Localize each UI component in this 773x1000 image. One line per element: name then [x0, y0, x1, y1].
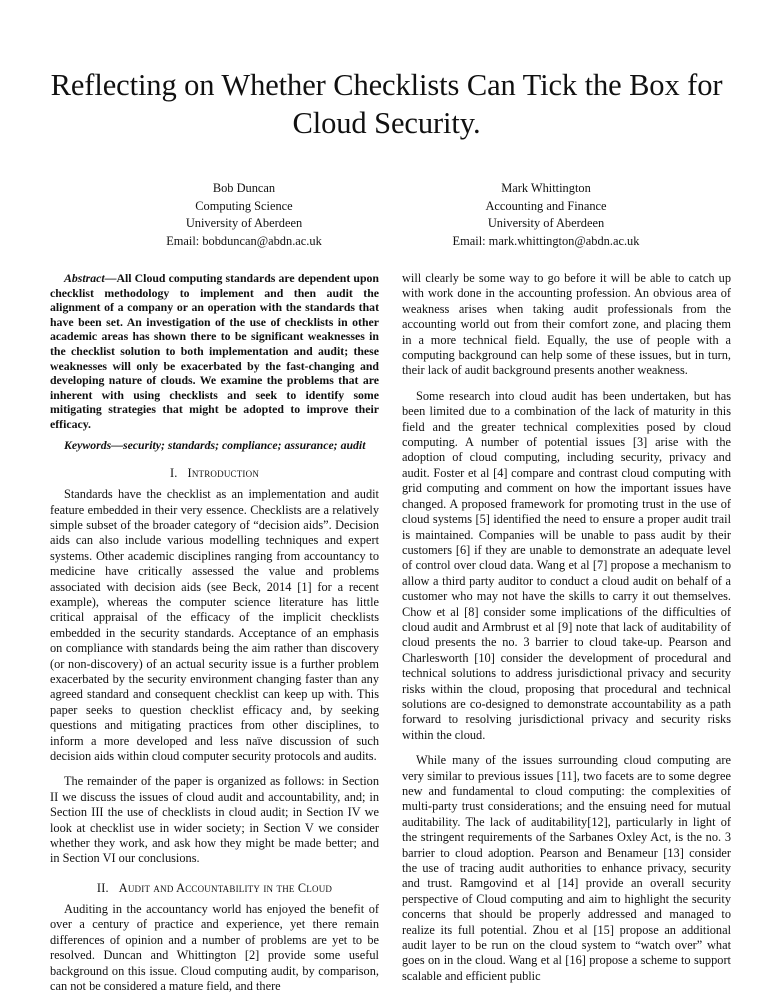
- author-email: Email: mark.whittington@abdn.ac.uk: [452, 233, 640, 248]
- paragraph: Auditing in the accountancy world has enjoyed the benefit of over a century of practice and experience, yet there remain differences of opinion and a number of problems are yet to be resolved. Duncan and Whittington [2] provide some useful background on this issue. Cloud computing audit, by comparison, can not be considered a mature field, and there: [50, 901, 379, 993]
- paper-title: Reflecting on Whether Checklists Can Tick the Box for Cloud Security.: [50, 68, 723, 140]
- left-column: [50, 271, 379, 994]
- paragraph: will clearly be some way to go before it will be able to catch up with work done in the accounting profession. An obvious area of weakness arises when taking audit professionals from the accounting world out from their comfort zone, and placing them in a more technical field. Equally, the use of people with a computing background can help some of these issues, but in turn, their lack of audit background presents another weakness.: [402, 271, 731, 378]
- section-heading-introduction: [50, 466, 379, 481]
- abstract-label: Abstract: [64, 271, 105, 285]
- section-title: Introduction: [187, 466, 260, 481]
- author-department: Accounting and Finance: [485, 198, 607, 213]
- abstract: [50, 271, 379, 432]
- section-heading-audit: [50, 881, 379, 896]
- author-1: [94, 180, 394, 250]
- paragraph: While many of the issues surrounding cloud computing are very similar to previous issues [11], two facets are to some degree new and fundamental to cloud computing: the complexities of multi-party trust considerations; and the ensuing need for mutual auditability. The lack of auditability[12], particularly in light of the stringent requirements of the Sarbanes Oxley Act, is the no. 3 barrier to cloud adoption. Pearson and Benameur [13] consider the use of tracing audit authorities to enhance privacy, security and trust. Ramgovind et al [14] provide an overall security perspective of Cloud computing and aim to highlight the security concerns that should be properly addressed and managed to realize its full potential. Zhou et al [15] propose an additional audit layer to be run on the cloud system to “watch over” what goes on in the cloud. Wang et al [16] propose a scheme to support scalable and efficient public: [402, 753, 731, 983]
- keywords: Keywords—security; standards; compliance; assurance; audit: [64, 437, 366, 452]
- author-institution: University of Aberdeen: [487, 216, 605, 230]
- author-name: Bob Duncan: [212, 181, 276, 195]
- paragraph: The remainder of the paper is organized as follows: in Section II we discuss the issues of cloud audit and accountability, and; in Section III the use of checklists in cloud audit; in Section IV we look at checklist use in wider society; in Section V we consider whether they work, and ask how they might be made better; and in Section VI our conclusions.: [50, 774, 379, 866]
- author-2: [396, 180, 696, 250]
- section-title: Audit and Accountability in the Cloud: [118, 880, 333, 895]
- author-name: Mark Whittington: [501, 181, 591, 195]
- section-number: II.: [96, 880, 109, 895]
- author-department: Computing Science: [195, 198, 293, 213]
- abstract-text: —All Cloud computing standards are dependent upon checklist methodology to implement and then audit the alignment of a company or an operation with the standards that have been set. An investigation of the use of checklists in other academic areas has shown there to be significant weaknesses in the checklist solution to both implementation and audit; these weaknesses will only be exacerbated by the fast-changing and developing nature of clouds. We examine the problems that are inherent with using checklists and seek to identify some mitigating strategies that might be adopted to improve their efficacy.: [50, 271, 379, 431]
- section-number: I.: [169, 466, 178, 481]
- paragraph: Standards have the checklist as an implementation and audit feature embedded in their very essence. Checklists are a relatively simple subset of the broader category of “decision aids”. Decision aids can also include various modelling techniques and expert systems. Other academic disciplines ranging from accountancy to medicine have critically assessed the value and problems associated with decision aids (see Beck, 2014 [1] for a recent example), whereas the computer science literature has little critical appraisal of the efficacy of the implicit checklists embedded in the security standards. Acceptance of an emphasis on compliance with standards being the aim rather than discovery (or non-discovery) of an actual security issue is a further problem exacerbated by the security environment changing faster than any agreed standard and consequent checklist can keep up with. This paper seeks to question checklist efficacy and, by seeking questions and mitigating practices from other disciplines, to inform a more developed and less naïve discussion of such decision aids within cloud computer security protocols and audits.: [50, 487, 379, 764]
- author-email: Email: bobduncan@abdn.ac.uk: [166, 233, 322, 248]
- right-column: [402, 271, 731, 984]
- author-institution: University of Aberdeen: [185, 216, 303, 230]
- paragraph: Some research into cloud audit has been undertaken, but has been limited due to a combination of the lack of maturity in this field and the greater technical complexities posed by cloud computing. A number of potential issues [3] arise with the adoption of cloud computing, including security, privacy and audit. Foster et al [4] compare and contrast cloud computing with grid computing and comment on how the important issues have changed. A proposed framework for promoting trust in the use of cloud systems [5] identified the need to ensure a proper audit trail is maintained. Companies will be unable to pass audit by their customers [6] if they are unable to demonstrate an adequate level of control over cloud data. Wang et al [7] propose a mechanism to allow a third party auditor to conduct a cloud audit on behalf of a customer who may not have the skills to carry it out themselves. Chow et al [8] consider some implications of the difficulties of cloud audit and Armbrust et al [9] note that lack of auditability of cloud presents the no. 3 barrier to cloud take-up. Pearson and Charlesworth [10] consider the development of procedural and technical solutions to address jurisdictional privacy and security risks within the cloud, proposing that procedural and technical solutions are co-designed to demonstrate accountability as a path forward to resolving jurisdictional privacy and security risks within the cloud.: [402, 388, 731, 742]
